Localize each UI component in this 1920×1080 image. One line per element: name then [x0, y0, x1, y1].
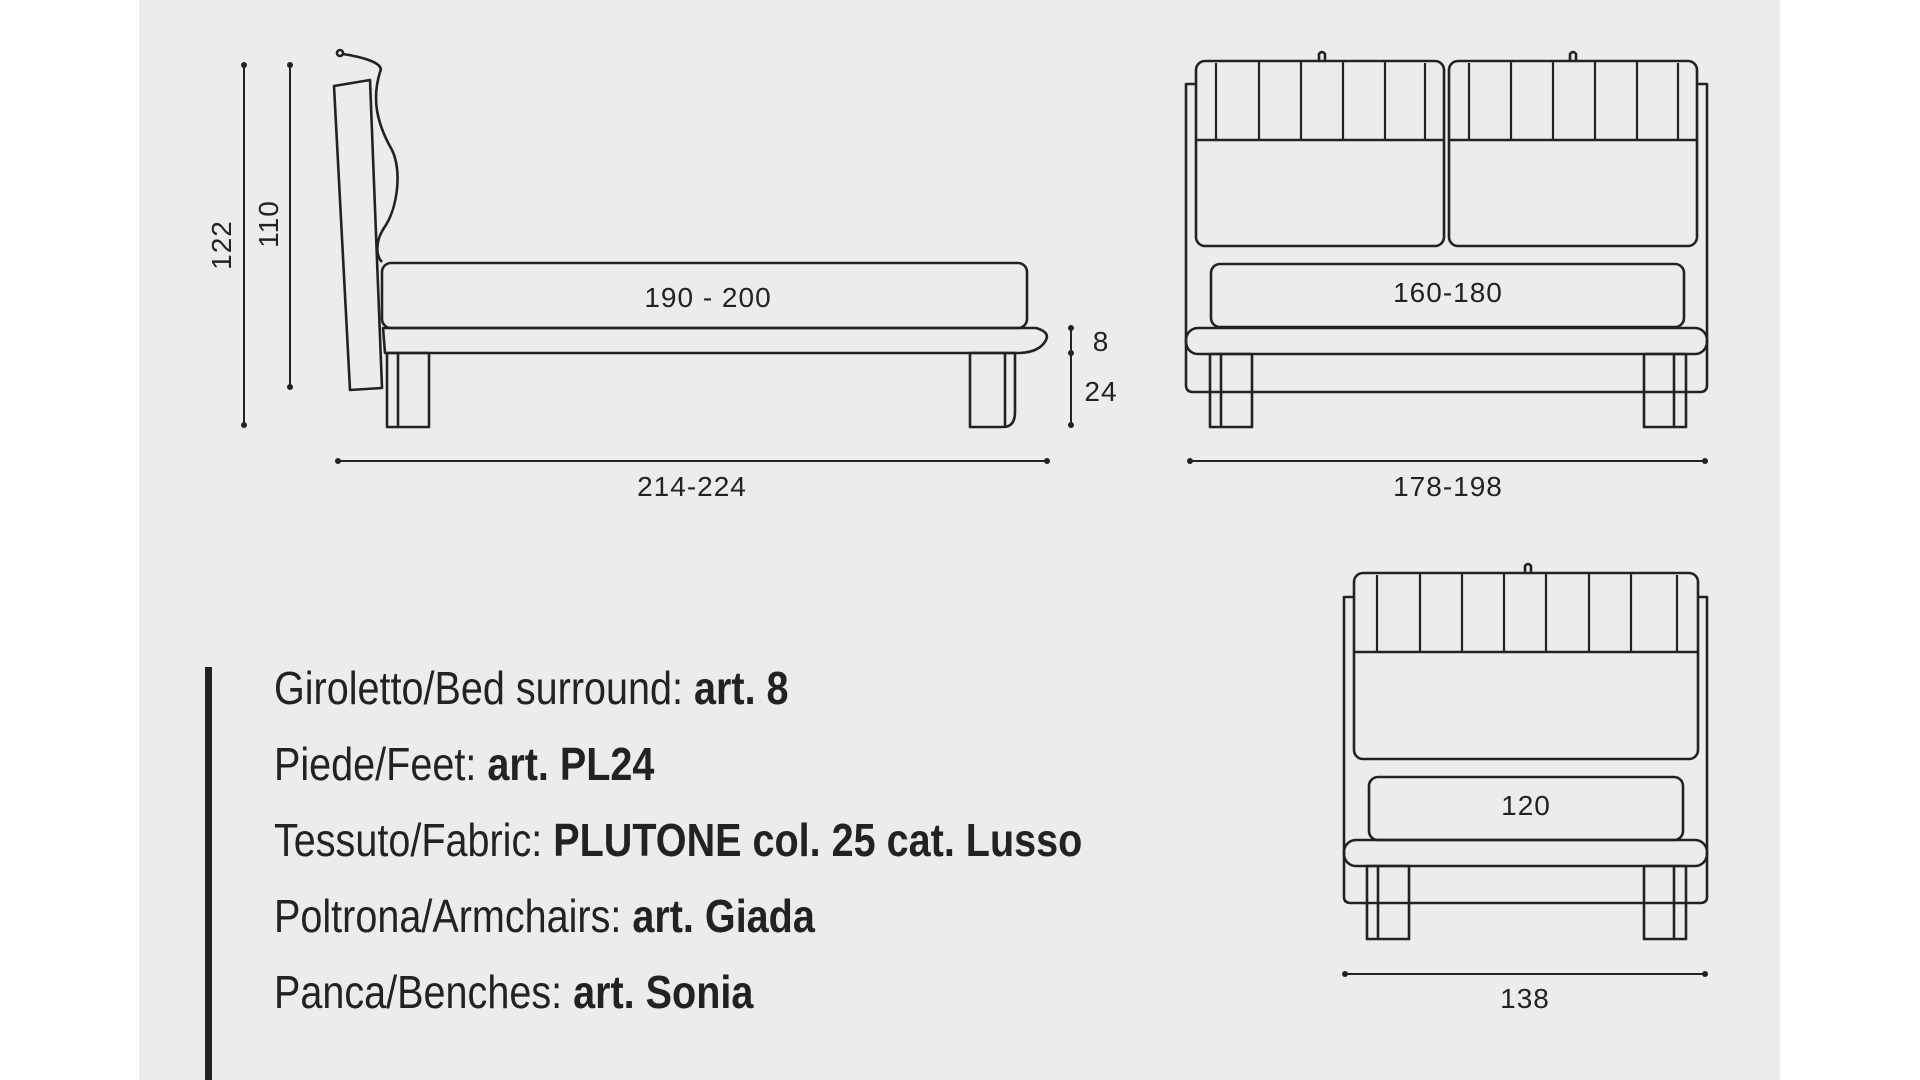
- total-height-label: 122: [206, 220, 237, 270]
- side-foot-right: [970, 353, 1015, 427]
- side-headboard: [334, 80, 382, 390]
- total-length-label: 214-224: [637, 471, 747, 502]
- spec-value: PLUTONE col. 25 cat. Lusso: [553, 814, 1083, 866]
- side-frame: [383, 328, 1047, 353]
- front-headboard-cushion-left: [1196, 61, 1444, 246]
- double-total-width-label: 178-198: [1393, 471, 1503, 502]
- spec-label: Panca/Benches:: [274, 966, 563, 1018]
- spec-row-fabric: [274, 802, 1134, 878]
- spec-label: Piede/Feet:: [274, 738, 477, 790]
- side-view-bed: [334, 50, 1047, 427]
- front-headboard-cushion-right: [1449, 61, 1697, 246]
- spec-row-benches: [274, 954, 1134, 1030]
- mattress-length-label: 190 - 200: [644, 282, 772, 313]
- spec-list: [274, 650, 1134, 1030]
- spec-label: Tessuto/Fabric:: [274, 814, 543, 866]
- spec-value: art. Giada: [632, 890, 815, 942]
- front-view-single-bed: [1344, 564, 1707, 939]
- spec-label: Giroletto/Bed surround:: [274, 662, 684, 714]
- spec-value: art. 8: [694, 662, 789, 714]
- feet-height-label: 24: [1084, 376, 1118, 407]
- spec-value: art. Sonia: [573, 966, 754, 1018]
- specs-accent-bar: [205, 667, 212, 1080]
- spec-row-bed-surround: [274, 650, 1134, 726]
- spec-row-feet: [274, 726, 1134, 802]
- double-mattress-width-label: 160-180: [1393, 277, 1503, 308]
- front-frame-double: [1186, 328, 1707, 354]
- frame-thickness-label: 8: [1092, 326, 1110, 357]
- spec-row-armchairs: [274, 878, 1134, 954]
- side-foot-left: [387, 353, 429, 427]
- front-frame-single: [1344, 840, 1707, 866]
- front-headboard-cushion-single: [1354, 573, 1698, 759]
- single-total-width-label: 138: [1500, 983, 1550, 1014]
- headboard-height-label: 110: [253, 200, 284, 248]
- front-view-double-bed: [1186, 52, 1707, 427]
- single-mattress-width-label: 120: [1501, 790, 1551, 821]
- spec-value: art. PL24: [487, 738, 655, 790]
- spec-label: Poltrona/Armchairs:: [274, 890, 622, 942]
